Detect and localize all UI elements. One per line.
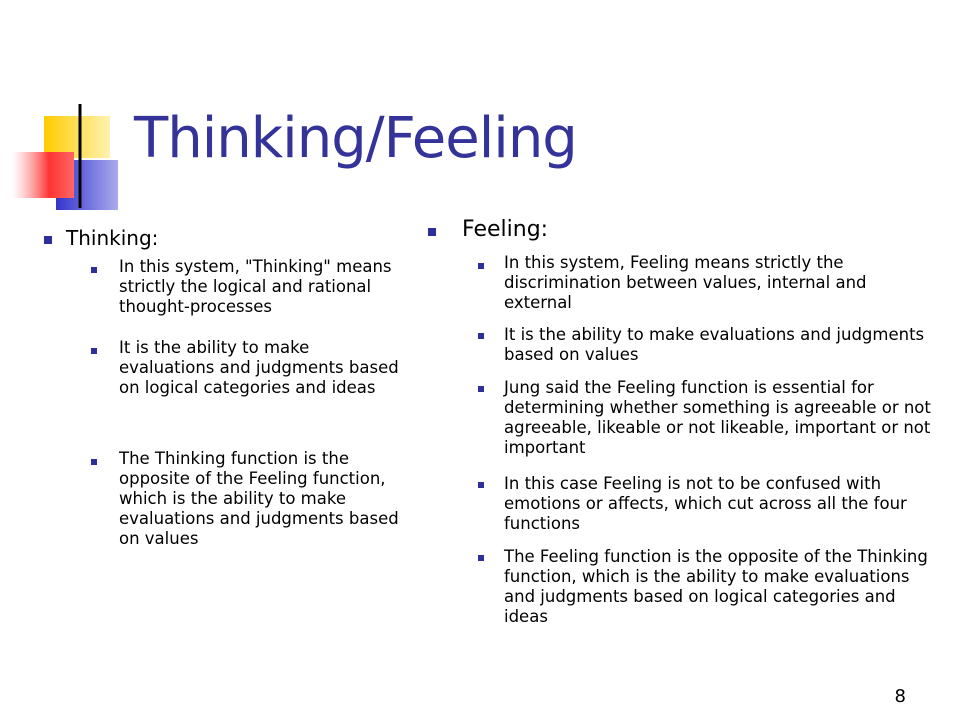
item-bullet-icon xyxy=(478,482,484,488)
item-bullet-icon xyxy=(91,459,97,465)
feeling-item-5: The Feeling function is the opposite of the Thinking function, which is the ability to make evaluations and judgments based on logical categories and ideas xyxy=(504,547,928,626)
feeling-item-1: In this system, Feeling means strictly the discrimination between values, internal and external xyxy=(504,253,867,312)
heading-bullet-icon xyxy=(44,236,52,244)
item-bullet-icon xyxy=(91,348,97,354)
item-bullet-icon xyxy=(478,555,484,561)
feeling-item-3: Jung said the Feeling function is essential for determining whether something is agreeable or not agreeable, likeable or not likeable, important or not important xyxy=(504,378,931,457)
item-bullet-icon xyxy=(478,386,484,392)
thinking-item-2: It is the ability to make evaluations and judgments based on logical categories and ideas xyxy=(119,338,399,397)
page-number: 8 xyxy=(894,686,906,707)
item-bullet-icon xyxy=(478,263,484,269)
heading-bullet-icon xyxy=(428,228,436,236)
decor-yellow-square xyxy=(44,116,110,158)
feeling-item-4: In this case Feeling is not to be confused with emotions or affects, which cut across all the four functions xyxy=(504,474,907,533)
slide-title: Thinking/Feeling xyxy=(134,106,577,171)
feeling-heading: Feeling: xyxy=(462,217,549,242)
thinking-item-3: The Thinking function is the opposite of the Feeling function, which is the ability to make evaluations and judgments based on values xyxy=(119,449,399,548)
thinking-heading: Thinking: xyxy=(66,226,159,250)
item-bullet-icon xyxy=(478,333,484,339)
item-bullet-icon xyxy=(91,267,97,273)
thinking-item-1: In this system, "Thinking" means strictly the logical and rational thought-processes xyxy=(119,257,392,316)
feeling-item-2: It is the ability to make evaluations and judgments based on values xyxy=(504,325,925,364)
decor-red-square xyxy=(12,152,74,198)
